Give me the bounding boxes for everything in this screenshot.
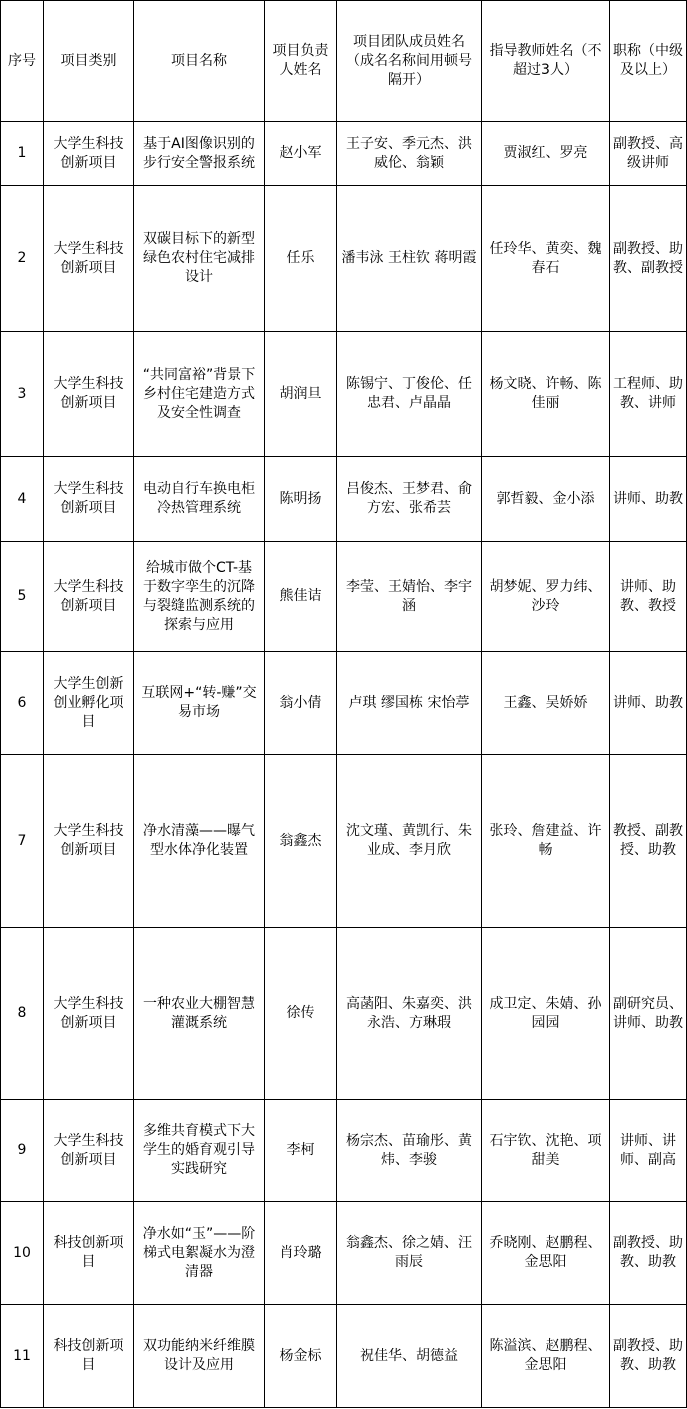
cell-titles: 副教授、助教、助教 [610, 1202, 687, 1305]
cell-leader: 翁鑫杰 [265, 755, 337, 928]
cell-category: 大学生科技创新项目 [44, 122, 134, 186]
header-category: 项目类别 [44, 1, 134, 122]
cell-category: 大学生科技创新项目 [44, 332, 134, 457]
cell-members: 王子安、季元杰、洪威伦、翁颖 [337, 122, 482, 186]
cell-category: 大学生创新创业孵化项目 [44, 652, 134, 755]
cell-seq: 1 [1, 122, 44, 186]
table-row [1, 1305, 687, 1408]
cell-titles: 副教授、助教、助教 [610, 1305, 687, 1408]
cell-advisors: 郭哲毅、金小添 [482, 457, 610, 542]
cell-members: 卢琪 缪国栋 宋怡葶 [337, 652, 482, 755]
cell-category: 科技创新项目 [44, 1305, 134, 1408]
cell-members: 杨宗杰、苗瑜彤、黄炜、李骏 [337, 1100, 482, 1202]
cell-titles: 讲师、助教 [610, 652, 687, 755]
table-row [1, 332, 687, 457]
cell-project-name: 一种农业大棚智慧灌溉系统 [134, 928, 265, 1100]
cell-advisors: 王鑫、吴娇娇 [482, 652, 610, 755]
header-leader: 项目负责人姓名 [265, 1, 337, 122]
table-row [1, 122, 687, 186]
cell-project-name: 双碳目标下的新型绿色农村住宅减排设计 [134, 186, 265, 332]
header-seq: 序号 [1, 1, 44, 122]
cell-category: 大学生科技创新项目 [44, 186, 134, 332]
cell-seq: 7 [1, 755, 44, 928]
cell-leader: 熊佳诘 [265, 542, 337, 652]
header-row [1, 1, 687, 122]
cell-titles: 讲师、助教 [610, 457, 687, 542]
cell-seq: 2 [1, 186, 44, 332]
cell-seq: 6 [1, 652, 44, 755]
cell-leader: 赵小军 [265, 122, 337, 186]
cell-members: 祝佳华、胡德益 [337, 1305, 482, 1408]
cell-leader: 杨金标 [265, 1305, 337, 1408]
table-row [1, 928, 687, 1100]
table-row [1, 1202, 687, 1305]
cell-seq: 5 [1, 542, 44, 652]
cell-advisors: 胡梦妮、罗力纬、沙玲 [482, 542, 610, 652]
cell-members: 吕俊杰、王梦君、俞方宏、张希芸 [337, 457, 482, 542]
cell-leader: 李柯 [265, 1100, 337, 1202]
cell-project-name: 互联网+“转-赚”交易市场 [134, 652, 265, 755]
cell-advisors: 贾淑红、罗亮 [482, 122, 610, 186]
cell-category: 大学生科技创新项目 [44, 542, 134, 652]
cell-titles: 讲师、助教、教授 [610, 542, 687, 652]
cell-titles: 讲师、讲师、副高 [610, 1100, 687, 1202]
cell-advisors: 陈溢滨、赵鹏程、金思阳 [482, 1305, 610, 1408]
cell-category: 大学生科技创新项目 [44, 928, 134, 1100]
header-advisors: 指导教师姓名（不超过3人） [482, 1, 610, 122]
table-row [1, 542, 687, 652]
cell-seq: 4 [1, 457, 44, 542]
cell-members: 翁鑫杰、徐之婧、汪雨辰 [337, 1202, 482, 1305]
cell-category: 大学生科技创新项目 [44, 755, 134, 928]
header-titles: 职称（中级及以上） [610, 1, 687, 122]
cell-category: 科技创新项目 [44, 1202, 134, 1305]
cell-project-name: 双功能纳米纤维膜设计及应用 [134, 1305, 265, 1408]
cell-seq: 9 [1, 1100, 44, 1202]
cell-leader: 肖玲璐 [265, 1202, 337, 1305]
cell-leader: 任乐 [265, 186, 337, 332]
cell-advisors: 成卫定、朱婧、孙园园 [482, 928, 610, 1100]
cell-advisors: 任玲华、黄奕、魏春石 [482, 186, 610, 332]
cell-project-name: 电动自行车换电柜冷热管理系统 [134, 457, 265, 542]
cell-advisors: 张玲、詹建益、许畅 [482, 755, 610, 928]
cell-members: 陈锡宁、丁俊伦、任忠君、卢晶晶 [337, 332, 482, 457]
cell-project-name: 净水清藻——曝气型水体净化装置 [134, 755, 265, 928]
cell-titles: 教授、副教授、助教 [610, 755, 687, 928]
cell-members: 高菡阳、朱嘉奕、洪永浩、方琳瑕 [337, 928, 482, 1100]
table-row [1, 457, 687, 542]
cell-leader: 胡润旦 [265, 332, 337, 457]
table-row [1, 1100, 687, 1202]
table-row [1, 186, 687, 332]
cell-members: 李莹、王婧怡、李宇涵 [337, 542, 482, 652]
cell-category: 大学生科技创新项目 [44, 1100, 134, 1202]
cell-leader: 翁小倩 [265, 652, 337, 755]
cell-project-name: 净水如“玉”——阶梯式电絮凝水为澄清器 [134, 1202, 265, 1305]
cell-advisors: 杨文晓、许畅、陈佳丽 [482, 332, 610, 457]
cell-project-name: “共同富裕”背景下乡村住宅建造方式及安全性调查 [134, 332, 265, 457]
table-row [1, 755, 687, 928]
cell-advisors: 乔晓刚、赵鹏程、金思阳 [482, 1202, 610, 1305]
cell-leader: 徐传 [265, 928, 337, 1100]
cell-titles: 工程师、助教、讲师 [610, 332, 687, 457]
cell-titles: 副研究员、讲师、助教 [610, 928, 687, 1100]
cell-category: 大学生科技创新项目 [44, 457, 134, 542]
cell-members: 沈文瑾、黄凯行、朱业成、李月欣 [337, 755, 482, 928]
cell-project-name: 基于AI图像识别的步行安全警报系统 [134, 122, 265, 186]
cell-titles: 副教授、高级讲师 [610, 122, 687, 186]
cell-seq: 8 [1, 928, 44, 1100]
cell-advisors: 石宇钦、沈艳、项甜美 [482, 1100, 610, 1202]
cell-seq: 3 [1, 332, 44, 457]
header-members: 项目团队成员姓名（成名名称间用顿号隔开） [337, 1, 482, 122]
table-row [1, 652, 687, 755]
cell-leader: 陈明扬 [265, 457, 337, 542]
cell-members: 潘韦泳 王柱钦 蒋明霞 [337, 186, 482, 332]
cell-project-name: 给城市做个CT-基于数字孪生的沉降与裂缝监测系统的探索与应用 [134, 542, 265, 652]
cell-seq: 10 [1, 1202, 44, 1305]
header-project-name: 项目名称 [134, 1, 265, 122]
cell-seq: 11 [1, 1305, 44, 1408]
cell-titles: 副教授、助教、副教授 [610, 186, 687, 332]
cell-project-name: 多维共育模式下大学生的婚育观引导实践研究 [134, 1100, 265, 1202]
